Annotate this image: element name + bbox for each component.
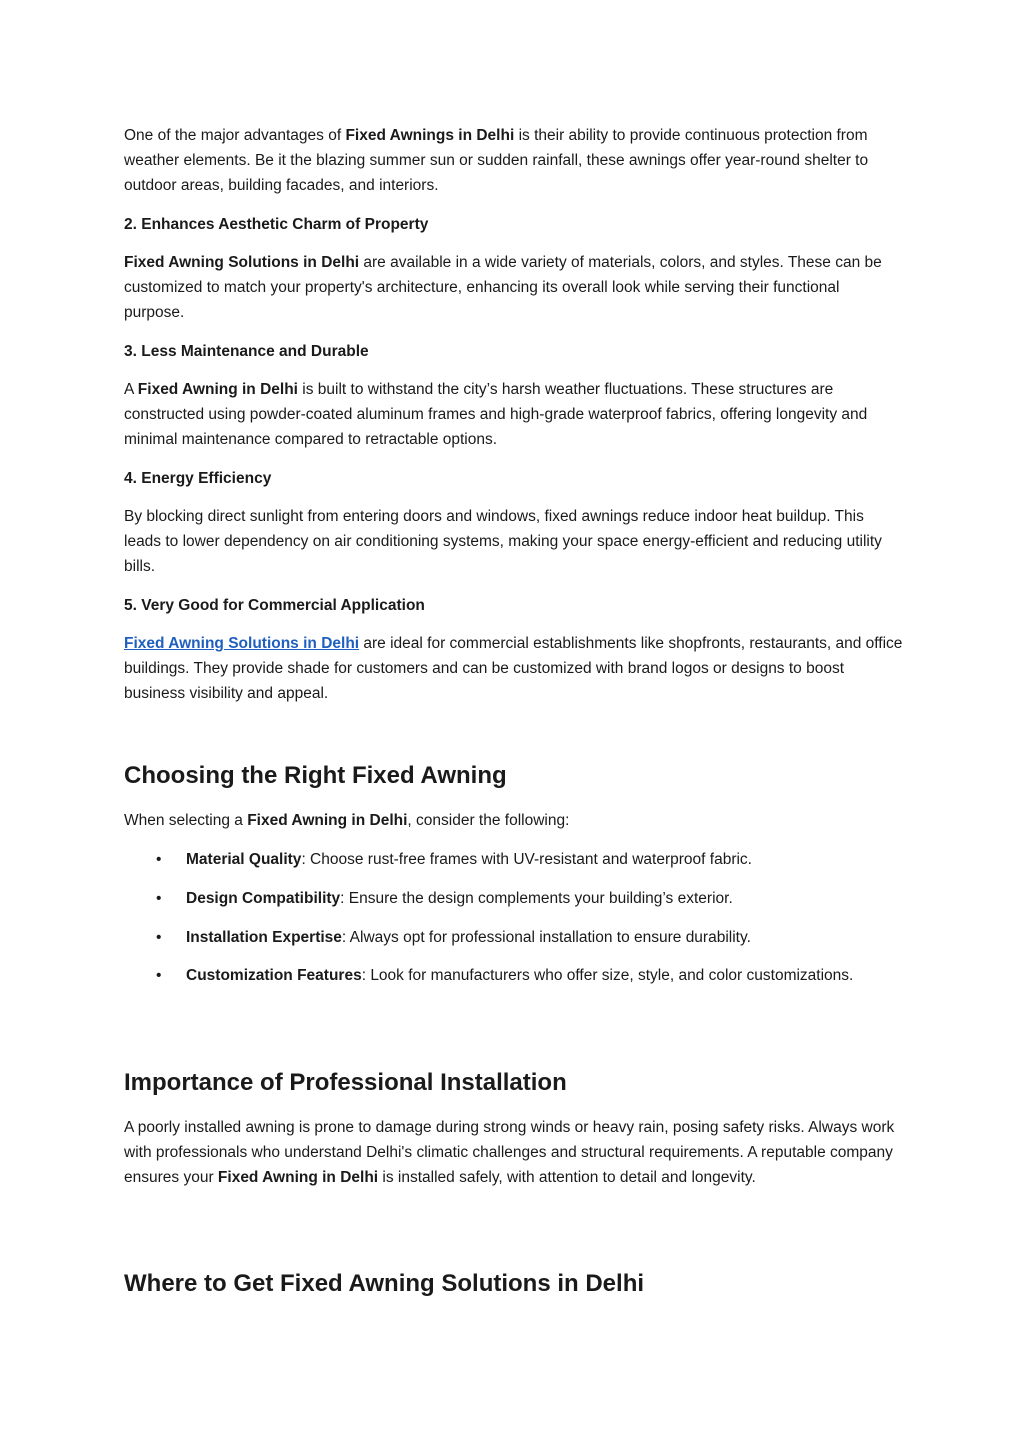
importance-keyword: Fixed Awning in Delhi (217, 1169, 379, 1186)
section-2-paragraph (124, 250, 904, 325)
list-item (124, 963, 904, 988)
importance-paragraph (124, 1115, 904, 1190)
list-item-label: Material Quality (186, 851, 302, 868)
fixed-awning-solutions-link[interactable]: Fixed Awning Solutions in Delhi (124, 635, 360, 652)
intro-keyword: Fixed Awnings in Delhi (345, 127, 515, 144)
importance-text-rest: is installed safely, with attention to detail and longevity. (378, 1169, 756, 1186)
choosing-keyword: Fixed Awning in Delhi (247, 812, 408, 829)
list-item-desc: : Look for manufacturers who offer size, style, and color customizations. (361, 967, 854, 984)
where-heading: Where to Get Fixed Awning Solutions in Delhi (124, 1270, 645, 1297)
section-3-text: is built to withstand the city’s harsh weather fluctuations. These structures are constructed using powder-coated aluminum frames and high-grade waterproof fabrics, offering longevity and minimal maintenance compared to retractable options. (124, 381, 868, 448)
section-5-text: are ideal for commercial establishments like shopfronts, restaurants, and office buildings. They provide shade for customers and can be customized with brand logos or designs to boost business visibility and appeal. (124, 635, 903, 702)
section-3-text-pre: A (124, 381, 138, 398)
choosing-intro-pre: When selecting a (124, 812, 248, 829)
section-2-text: are available in a wide variety of materials, colors, and styles. These can be customized to match your property's architecture, enhancing its overall look while serving their functional purpose. (124, 254, 882, 321)
intro-paragraph (124, 123, 904, 198)
section-4-paragraph: By blocking direct sunlight from entering doors and windows, fixed awnings reduce indoor heat buildup. This leads to lower dependency on air conditioning systems, making your space energy-efficient and reducing utility bills. (124, 508, 882, 575)
importance-text: A poorly installed awning is prone to damage during strong winds or heavy rain, posing safety risks. Always work with professionals who understand Delhi's climatic challenges and structural requirements. A reputable company ensures your (124, 1119, 895, 1186)
list-item (124, 925, 904, 950)
bullet-icon: • (156, 967, 162, 984)
section-5-heading: 5. Very Good for Commercial Application (124, 597, 425, 614)
list-item (124, 847, 904, 872)
choosing-intro (124, 808, 904, 833)
list-item-desc: : Ensure the design complements your building’s exterior. (340, 890, 733, 907)
intro-text-rest: is their ability to provide continuous protection from weather elements. Be it the blazing summer sun or sudden rainfall, these awnings offer year-round shelter to outdoor areas, building facades, and interiors. (124, 127, 869, 194)
section-2-heading: 2. Enhances Aesthetic Charm of Property (124, 216, 429, 233)
list-item-label: Design Compatibility (186, 890, 341, 907)
bullet-icon: • (156, 890, 162, 907)
bullet-icon: • (156, 929, 162, 946)
section-3-keyword: Fixed Awning in Delhi (137, 381, 298, 398)
section-3-heading: 3. Less Maintenance and Durable (124, 343, 369, 360)
list-item-text (186, 847, 904, 872)
section-3-paragraph (124, 377, 904, 452)
list-item-label: Customization Features (186, 967, 362, 984)
list-item-text (186, 963, 904, 988)
list-item-desc: : Always opt for professional installation to ensure durability. (341, 929, 751, 946)
intro-text: One of the major advantages of (124, 127, 346, 144)
list-item (124, 886, 904, 911)
list-item-label: Installation Expertise (186, 929, 342, 946)
section-4-heading: 4. Energy Efficiency (124, 470, 272, 487)
list-item-text (186, 886, 904, 911)
section-5-paragraph (124, 631, 904, 706)
importance-heading: Importance of Professional Installation (124, 1069, 567, 1096)
choosing-heading: Choosing the Right Fixed Awning (124, 762, 507, 789)
list-item-text (186, 925, 904, 950)
list-item-desc: : Choose rust-free frames with UV-resistant and waterproof fabric. (301, 851, 752, 868)
section-2-keyword: Fixed Awning Solutions in Delhi (124, 254, 360, 271)
choosing-intro-post: , consider the following: (407, 812, 570, 829)
bullet-icon: • (156, 851, 162, 868)
